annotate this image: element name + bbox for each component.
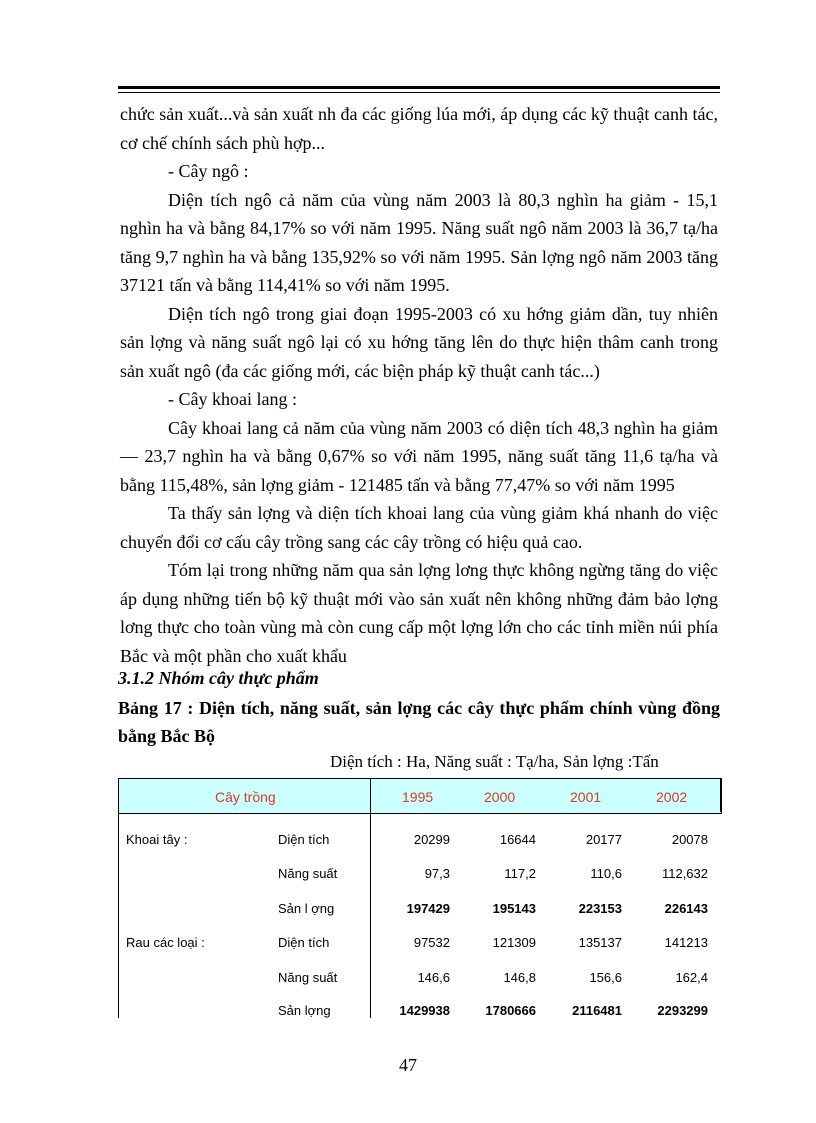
data-table — [118, 778, 722, 1018]
table-cell: 117,2 — [504, 866, 536, 881]
paragraph-corn-stats: Diện tích ngô cả năm của vùng năm 2003 là 80,3 nghìn ha giảm - 15,1 nghìn ha và bằng 84,17% so với năm 1995. Năng suất ngô năm 2003 là 36,7 tạ/ha tăng 9,7 nghìn ha và bằng 135,92% so với năm 1995. Sản lợng ngô năm 2003 tăng 37121 tấn và bằng 114,41% so với năm 1995. — [120, 189, 718, 295]
table-cell: 197429 — [406, 901, 450, 916]
table-right-border — [720, 778, 721, 812]
crop-label: Khoai tây : — [126, 832, 188, 847]
table-cell: 97,3 — [424, 866, 450, 881]
table-cell: 156,6 — [589, 970, 622, 985]
table-cell: 162,4 — [675, 970, 708, 985]
table-cell: 110,6 — [590, 866, 622, 881]
table-cell: 121309 — [492, 935, 536, 950]
table-cell: 1780666 — [485, 1003, 536, 1018]
table-cell: 141213 — [664, 935, 708, 950]
table-cell: 1429938 — [399, 1003, 450, 1018]
subheading-corn: - Cây ngô : — [168, 161, 249, 181]
metric-label: Sản l ợng — [278, 901, 335, 916]
paragraph-corn-trend: Diện tích ngô trong giai đoạn 1995-2003 có xu hớng giảm dần, tuy nhiên sản lợng và năng suất ngô lại có xu hớng tăng lên do thực hiện thâm canh trong sản xuất ngô (đa các giống mới, các biện pháp kỹ thuật canh tác...) — [120, 303, 718, 381]
table-cell: 112,632 — [661, 866, 708, 881]
paragraph-summary: Tóm lại trong những năm qua sản lợng lơng thực không ngừng tăng do việc áp dụng những tiến bộ kỹ thuật mới vào sản xuất nên không những đảm bảo lợng lơng thực cho toàn vùng mà còn cung cấp một lợng lớn cho các tỉnh miền núi phía Bắc và một phần cho xuất khẩu — [120, 560, 718, 666]
table-cell: 20177 — [585, 832, 622, 847]
table-cell: 20078 — [671, 832, 708, 847]
metric-label: Năng suất — [278, 970, 338, 985]
metric-label: Diện tích — [278, 832, 330, 847]
table-left-border — [118, 812, 119, 1018]
page-number: 47 — [399, 1055, 417, 1075]
units-note: Diện tích : Ha, Năng suất : Tạ/ha, Sản lợng :Tấn — [330, 752, 659, 771]
table-cell: 20299 — [413, 832, 450, 847]
body-text — [120, 100, 718, 670]
header-crop: Cây trồng — [215, 789, 276, 805]
crop-label: Rau các loại : — [126, 935, 205, 950]
table-cell: 135137 — [578, 935, 622, 950]
table-cell: 146,6 — [417, 970, 450, 985]
header-year-2001: 2001 — [570, 789, 602, 805]
table-title: Bảng 17 : Diện tích, năng suất, sản lợng các cây thực phẩm chính vùng đồng bằng Bắc Bộ — [118, 698, 720, 746]
table-header — [118, 778, 722, 814]
table-cell: 195143 — [492, 901, 536, 916]
table-cell: 226143 — [664, 901, 708, 916]
paragraph-continuation: chức sản xuất...và sản xuất nh đa các giống lúa mới, áp dụng các kỹ thuật canh tác, cơ chế chính sách phù hợp... — [120, 104, 718, 153]
table-cell: 2293299 — [657, 1003, 708, 1018]
metric-label: Sản lợng — [278, 1003, 331, 1018]
table-cell: 16644 — [499, 832, 536, 847]
table-divider — [370, 778, 371, 1018]
paragraph-sweet-potato-trend: Ta thấy sản lợng và diện tích khoai lang của vùng giảm khá nhanh do việc chuyển đổi cơ cấu cây trồng sang các cây trồng có hiệu quả cao. — [120, 503, 718, 552]
table-cell: 2116481 — [572, 1003, 622, 1018]
table-cell: 97532 — [413, 935, 450, 950]
metric-label: Năng suất — [278, 866, 338, 881]
header-rule-thick — [118, 86, 720, 89]
header-year-2002: 2002 — [656, 789, 688, 805]
metric-label: Diện tích — [278, 935, 330, 950]
table-cell: 223153 — [578, 901, 622, 916]
section-heading: 3.1.2 Nhóm cây thực phẩm — [118, 668, 319, 688]
header-rule-thin — [118, 92, 720, 93]
table-cell: 146,8 — [503, 970, 536, 985]
header-year-1995: 1995 — [402, 789, 434, 805]
paragraph-sweet-potato-stats: Cây khoai lang cả năm của vùng năm 2003 có diện tích 48,3 nghìn ha giảm — 23,7 nghìn ha và bằng 0,67% so với năm 1995, năng suất tăng 11,6 tạ/ha và bằng 115,48%, sản lợng giảm - 121485 tấn và bằng 77,47% so với năm 1995 — [120, 417, 718, 495]
subheading-sweet-potato: - Cây khoai lang : — [168, 389, 297, 409]
header-year-2000: 2000 — [484, 789, 516, 805]
